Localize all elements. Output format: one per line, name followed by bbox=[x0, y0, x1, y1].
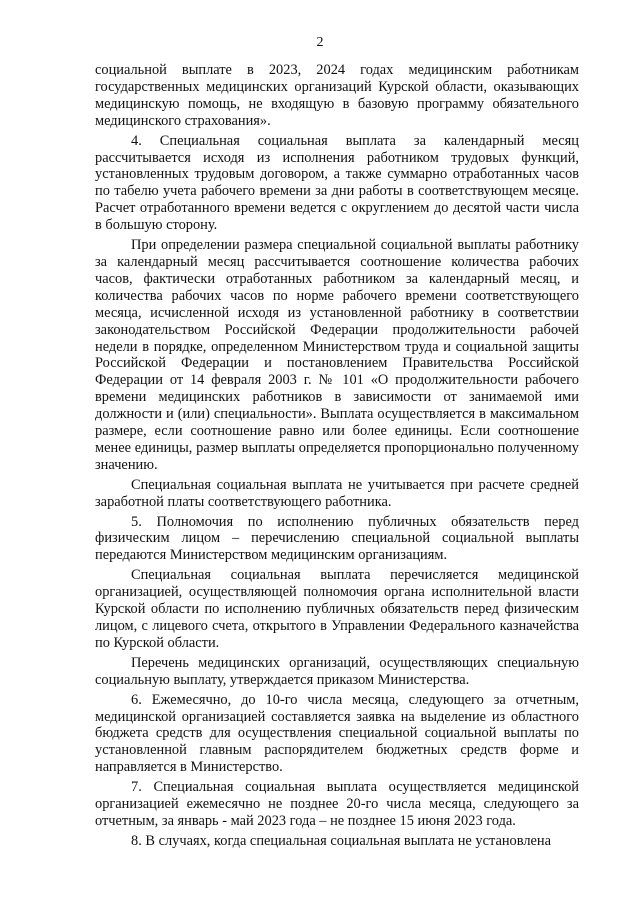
paragraph-continuation: социальной выплате в 2023, 2024 годах медицинским работникам государственных медицинских организаций Курской области, оказывающих медицинскую помощь, не входящую в базовую программу обязательного медицинского страхования». bbox=[95, 62, 579, 129]
paragraph-item-8: 8. В случаях, когда специальная социальная выплата не установлена bbox=[131, 832, 552, 849]
paragraph-item-4: 4. Специальная социальная выплата за календарный месяц рассчитывается исходя из исполнения работником трудовых функций, установленных трудовым договором, а также суммарно отработанных часов по табелю учета рабочего времени за дни работы в соответствующем месяце. Расчет отработанного времени ведется с округлением до десятой части числа в большую сторону. bbox=[95, 132, 579, 234]
paragraph-payment-calculation: При определении размера специальной социальной выплаты работнику за календарный месяц рассчитывается соотношение количества рабочих часов, фактически отработанных работником за календарный месяц, и количества рабочих часов по норме рабочего времени соответствующего месяца, исчисленной исходя из установленной работнику в соответствии законодательством Российской Федерации продолжительности рабочей недели в порядке, определенном Министерством труда и социальной защиты Российской Федерации и постановлением Правительства Российской Федерации от 14 февраля 2003 г. № 101 «О продолжительности рабочего времени медицинских работников в зависимости от занимаемой ими должности и (или) специальности». Выплата осуществляется в максимальном размере, если соотношение равно или более единицы. Если соотношение менее единицы, размер выплаты определяется пропорционально полученному значению. bbox=[95, 237, 579, 473]
page-number: 2 bbox=[316, 35, 324, 50]
paragraph-item-7: 7. Специальная социальная выплата осуществляется медицинской организацией ежемесячно не позднее 20-го числа месяца, следующего за отчетным, за январь - май 2023 года – не позднее 15 июня 2023 года. bbox=[95, 779, 579, 829]
document-body bbox=[95, 62, 579, 850]
paragraph-average-salary: Специальная социальная выплата не учитывается при расчете средней заработной платы соответствующего работника. bbox=[95, 476, 579, 510]
paragraph-transfer: Специальная социальная выплата перечисляется медицинской организацией, осуществляющей полномочия органа исполнительной власти Курской области по исполнению публичных обязательств перед физическим лицом, с лицевого счета, открытого в Управлении Федерального казначейства по Курской области. bbox=[95, 567, 579, 651]
paragraph-item-6: 6. Ежемесячно, до 10-го числа месяца, следующего за отчетным, медицинской организацией составляется заявка на выделение из областного бюджета средств для осуществления специальной социальной выплаты по установленной главным распорядителем бюджетных средств форме и направляется в Министерство. bbox=[95, 691, 579, 776]
paragraph-organization-list: Перечень медицинских организаций, осуществляющих специальную социальную выплату, утверждается приказом Министерства. bbox=[95, 654, 579, 688]
paragraph-item-5: 5. Полномочия по исполнению публичных обязательств перед физическим лицом – перечислению специальной социальной выплаты передаются Министерством медицинским организациям. bbox=[95, 513, 579, 564]
